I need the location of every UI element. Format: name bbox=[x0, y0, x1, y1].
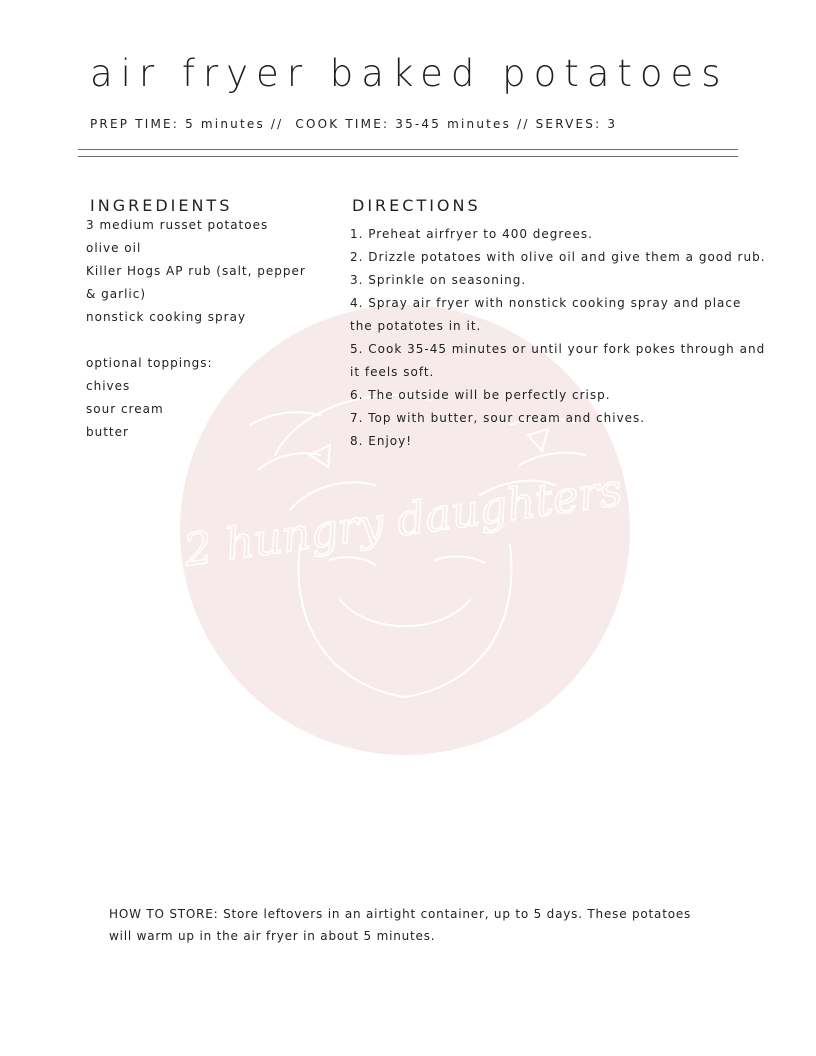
ingredient-item: Killer Hogs AP rub (salt, pepper bbox=[86, 264, 306, 278]
topping-item: chives bbox=[86, 379, 131, 393]
direction-line: 1. Preheat airfryer to 400 degrees. bbox=[350, 227, 593, 241]
recipe-meta: PREP TIME: 5 minutes // COOK TIME: 35-45 minutes // SERVES: 3 bbox=[90, 117, 618, 131]
direction-line: the potatotes in it. bbox=[350, 319, 482, 333]
direction-line: 2. Drizzle potatoes with olive oil and give them a good rub. bbox=[350, 250, 766, 264]
ingredient-item: & garlic) bbox=[86, 287, 147, 301]
how-to-store-note: HOW TO STORE: Store leftovers in an airtight container, up to 5 days. These potatoes will warm up in the air fryer in about 5 minutes. bbox=[109, 907, 692, 943]
list-spacer bbox=[86, 329, 306, 352]
topping-item: butter bbox=[86, 425, 129, 439]
directions-list bbox=[350, 223, 766, 453]
direction-line: 5. Cook 35-45 minutes or until your fork pokes through and bbox=[350, 342, 766, 356]
ingredient-item: olive oil bbox=[86, 241, 142, 255]
divider-top bbox=[78, 149, 738, 150]
directions-heading: DIRECTIONS bbox=[352, 196, 481, 215]
divider-bottom bbox=[78, 156, 738, 157]
direction-line: 4. Spray air fryer with nonstick cooking spray and place bbox=[350, 296, 742, 310]
ingredients-list bbox=[86, 214, 306, 444]
direction-line: 6. The outside will be perfectly crisp. bbox=[350, 388, 611, 402]
direction-line: 7. Top with butter, sour cream and chives. bbox=[350, 411, 646, 425]
optional-toppings-heading: optional toppings: bbox=[86, 356, 213, 370]
direction-line: it feels soft. bbox=[350, 365, 435, 379]
watermark-text: 2 hungry daughters bbox=[180, 464, 626, 577]
ingredient-item: nonstick cooking spray bbox=[86, 310, 247, 324]
topping-item: sour cream bbox=[86, 402, 164, 416]
ingredient-item: 3 medium russet potatoes bbox=[86, 218, 269, 232]
ingredients-heading: INGREDIENTS bbox=[90, 196, 233, 215]
direction-line: 3. Sprinkle on seasoning. bbox=[350, 273, 527, 287]
recipe-title: air fryer baked potatoes bbox=[90, 52, 729, 95]
direction-line: 8. Enjoy! bbox=[350, 434, 413, 448]
